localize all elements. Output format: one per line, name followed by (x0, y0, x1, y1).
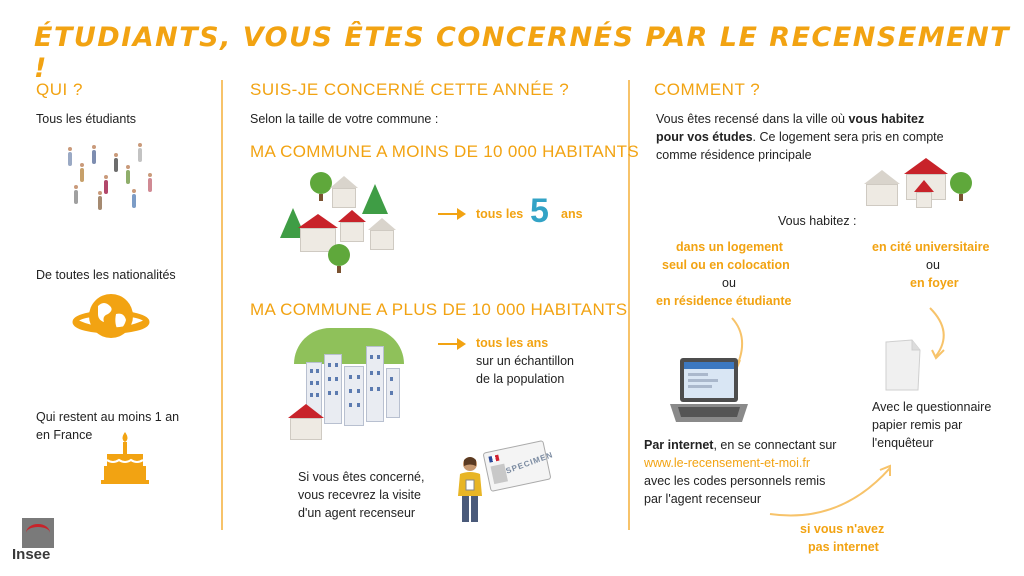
paper-form-icon (880, 338, 924, 392)
insee-logo (12, 518, 58, 568)
option1-line2: seul ou en colocation (662, 258, 790, 272)
qui-item-students: Tous les étudiants (36, 112, 137, 126)
globe-icon (70, 290, 152, 346)
village-illustration (276, 170, 406, 275)
paper-line3: l'enquêteur (872, 436, 934, 450)
option2-line2: en foyer (910, 276, 959, 290)
small-freq-number: 5 (530, 192, 549, 230)
no-internet-line1: si vous n'avez (800, 522, 885, 536)
page-title: ÉTUDIANTS, VOUS ÊTES CONCERNÉS PAR LE RECENSEMENT ! (34, 22, 1011, 84)
insee-logo-text: Insee (12, 546, 51, 563)
internet-url[interactable]: www.le-recensement-et-moi.fr (644, 456, 811, 470)
concerne-heading: SUIS-JE CONCERNÉ CETTE ANNÉE ? (250, 80, 570, 99)
big-freq-line3: de la population (476, 372, 565, 386)
agent-illustration (452, 456, 488, 526)
option2-line1: en cité universitaire (872, 240, 990, 254)
option1-ou: ou (722, 276, 736, 290)
no-internet-line2: pas internet (808, 540, 879, 554)
vous-habitez-label: Vous habitez : (778, 214, 857, 228)
qui-item-nationalities: De toutes les nationalités (36, 268, 176, 282)
big-freq: tous les ans (476, 336, 549, 350)
big-freq-line2: sur un échantillon (476, 354, 574, 368)
internet-rest: , en se connectant sur (713, 438, 837, 452)
visit-line2: vous recevrez la visite (298, 488, 421, 502)
small-freq-suffix: ans (561, 207, 583, 221)
city-illustration (284, 326, 414, 444)
qui-item-duration-line2: en France (36, 428, 93, 442)
comment-intro (656, 110, 986, 164)
laptop-icon (666, 356, 752, 426)
paper-line1: Avec le questionnaire (872, 400, 992, 414)
column-divider-1 (221, 80, 223, 530)
visit-line3: d'un agent recenseur (298, 506, 416, 520)
internet-line1 (644, 436, 836, 454)
internet-line3: avec les codes personnels remis (644, 474, 826, 488)
small-commune-heading: MA COMMUNE A MOINS DE 10 000 HABITANTS (250, 142, 639, 161)
qui-item-duration-line1: Qui restent au moins 1 an (36, 410, 180, 424)
comment-intro-b: vous habitez (848, 112, 925, 126)
house-illustration (864, 158, 984, 218)
arrow-right-icon-2 (438, 343, 464, 345)
birthday-cake-icon (101, 430, 149, 484)
paper-line2: papier remis par (872, 418, 963, 432)
option2-ou: ou (926, 258, 940, 272)
comment-intro-e: comme résidence principale (656, 148, 812, 162)
option1-line3: en résidence étudiante (656, 294, 792, 308)
id-card-specimen: SPECIMEN (504, 450, 555, 476)
crowd-illustration (60, 140, 160, 212)
small-freq-prefix: tous les (476, 207, 524, 221)
comment-intro-d: . Ce logement sera pris en compte (752, 130, 944, 144)
internet-line4: par l'agent recenseur (644, 492, 762, 506)
id-card-icon (483, 440, 555, 492)
comment-heading: COMMENT ? (654, 80, 761, 99)
visit-line1: Si vous êtes concerné, (298, 470, 425, 484)
comment-intro-c: pour vos études (656, 130, 753, 144)
concerne-intro: Selon la taille de votre commune : (250, 112, 439, 126)
qui-heading: QUI ? (36, 80, 83, 99)
comment-intro-a: Vous êtes recensé dans la ville où (656, 112, 849, 126)
internet-bold: Par internet (644, 438, 714, 452)
arrow-right-icon (438, 213, 464, 215)
big-commune-heading: MA COMMUNE A PLUS DE 10 000 HABITANTS (250, 300, 628, 319)
option1-line1: dans un logement (676, 240, 783, 254)
